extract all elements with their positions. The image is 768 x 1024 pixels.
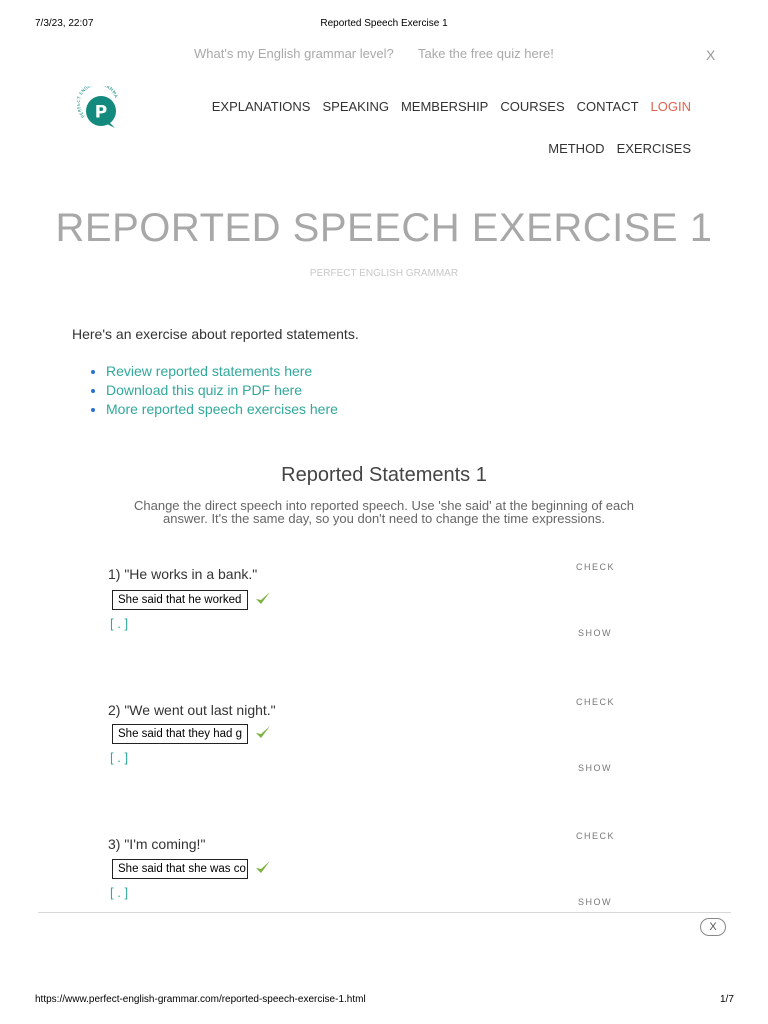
question-2-check-button[interactable]: CHECK: [576, 697, 616, 707]
secondary-nav: [548, 141, 691, 156]
nav-courses[interactable]: COURSES: [500, 99, 565, 114]
question-2-hint[interactable]: [ . ]: [110, 750, 129, 765]
instructions-line-2: answer. It's the same day, so you don't need to change the time expressions.: [163, 511, 605, 526]
print-datetime: 7/3/23, 22:07: [35, 18, 94, 29]
question-3-text: 3) "I'm coming!": [108, 836, 206, 852]
overlay-close-button[interactable]: X: [700, 918, 726, 936]
promo-level-text: What's my English grammar level?: [194, 46, 394, 61]
checkmark-icon: [254, 590, 272, 606]
question-1-hint[interactable]: [ . ]: [110, 616, 129, 631]
instructions-line-1: Change the direct speech into reported speech. Use 'she said' at the beginning of each: [133, 498, 635, 513]
question-3-answer-input[interactable]: She said that she was co: [112, 859, 248, 879]
list-item: [106, 362, 338, 381]
logo-letter: P: [94, 102, 108, 123]
checkmark-icon: [254, 724, 272, 740]
page-title: REPORTED SPEECH EXERCISE 1: [55, 206, 713, 250]
review-link[interactable]: Review reported statements here: [106, 363, 313, 379]
quiz-title: Reported Statements 1: [281, 464, 487, 486]
more-exercises-link[interactable]: More reported speech exercises here: [106, 401, 338, 417]
page-subtitle: PERFECT ENGLISH GRAMMAR: [309, 268, 459, 279]
question-1-show-button[interactable]: SHOW: [578, 628, 612, 638]
question-3-check-button[interactable]: CHECK: [576, 831, 616, 841]
nav-method[interactable]: METHOD: [548, 141, 605, 156]
main-nav: [212, 99, 691, 114]
resource-links: [86, 362, 338, 419]
promo-quiz-link[interactable]: Take the free quiz here!: [418, 46, 554, 61]
logo-ring-text: PERFECT ENGLI RAMMA: [77, 86, 118, 119]
question-2-text: 2) "We went out last night.": [108, 702, 276, 718]
question-1-check-button[interactable]: CHECK: [576, 562, 616, 572]
question-3-show-button[interactable]: SHOW: [578, 897, 612, 907]
nav-login[interactable]: LOGIN: [650, 99, 691, 114]
logo-icon: [77, 86, 123, 132]
list-item: [106, 381, 338, 400]
question-1-text: 1) "He works in a bank.": [108, 566, 258, 582]
list-item: [106, 400, 338, 419]
print-page-number: 1/7: [720, 994, 734, 1005]
nav-exercises[interactable]: EXERCISES: [616, 141, 691, 156]
checkmark-icon: [254, 859, 272, 875]
nav-contact[interactable]: CONTACT: [576, 99, 639, 114]
site-logo[interactable]: [77, 86, 123, 132]
download-pdf-link[interactable]: Download this quiz in PDF here: [106, 382, 303, 398]
print-doc-title: Reported Speech Exercise 1: [320, 18, 448, 29]
question-1-answer-input[interactable]: She said that he worked: [112, 590, 248, 610]
quiz-instructions: [92, 499, 676, 525]
nav-speaking[interactable]: SPEAKING: [322, 99, 389, 114]
question-3-hint[interactable]: [ . ]: [110, 885, 129, 900]
nav-membership[interactable]: MEMBERSHIP: [400, 99, 489, 114]
nav-explanations[interactable]: EXPLANATIONS: [211, 99, 311, 114]
overlay-divider: [38, 912, 731, 913]
intro-text: Here's an exercise about reported statements.: [72, 326, 359, 342]
question-2-show-button[interactable]: SHOW: [578, 763, 612, 773]
print-url: https://www.perfect-english-grammar.com/reported-speech-exercise-1.html: [35, 994, 366, 1005]
promo-close-button[interactable]: X: [706, 47, 716, 63]
question-2-answer-input[interactable]: She said that they had g: [112, 724, 248, 744]
